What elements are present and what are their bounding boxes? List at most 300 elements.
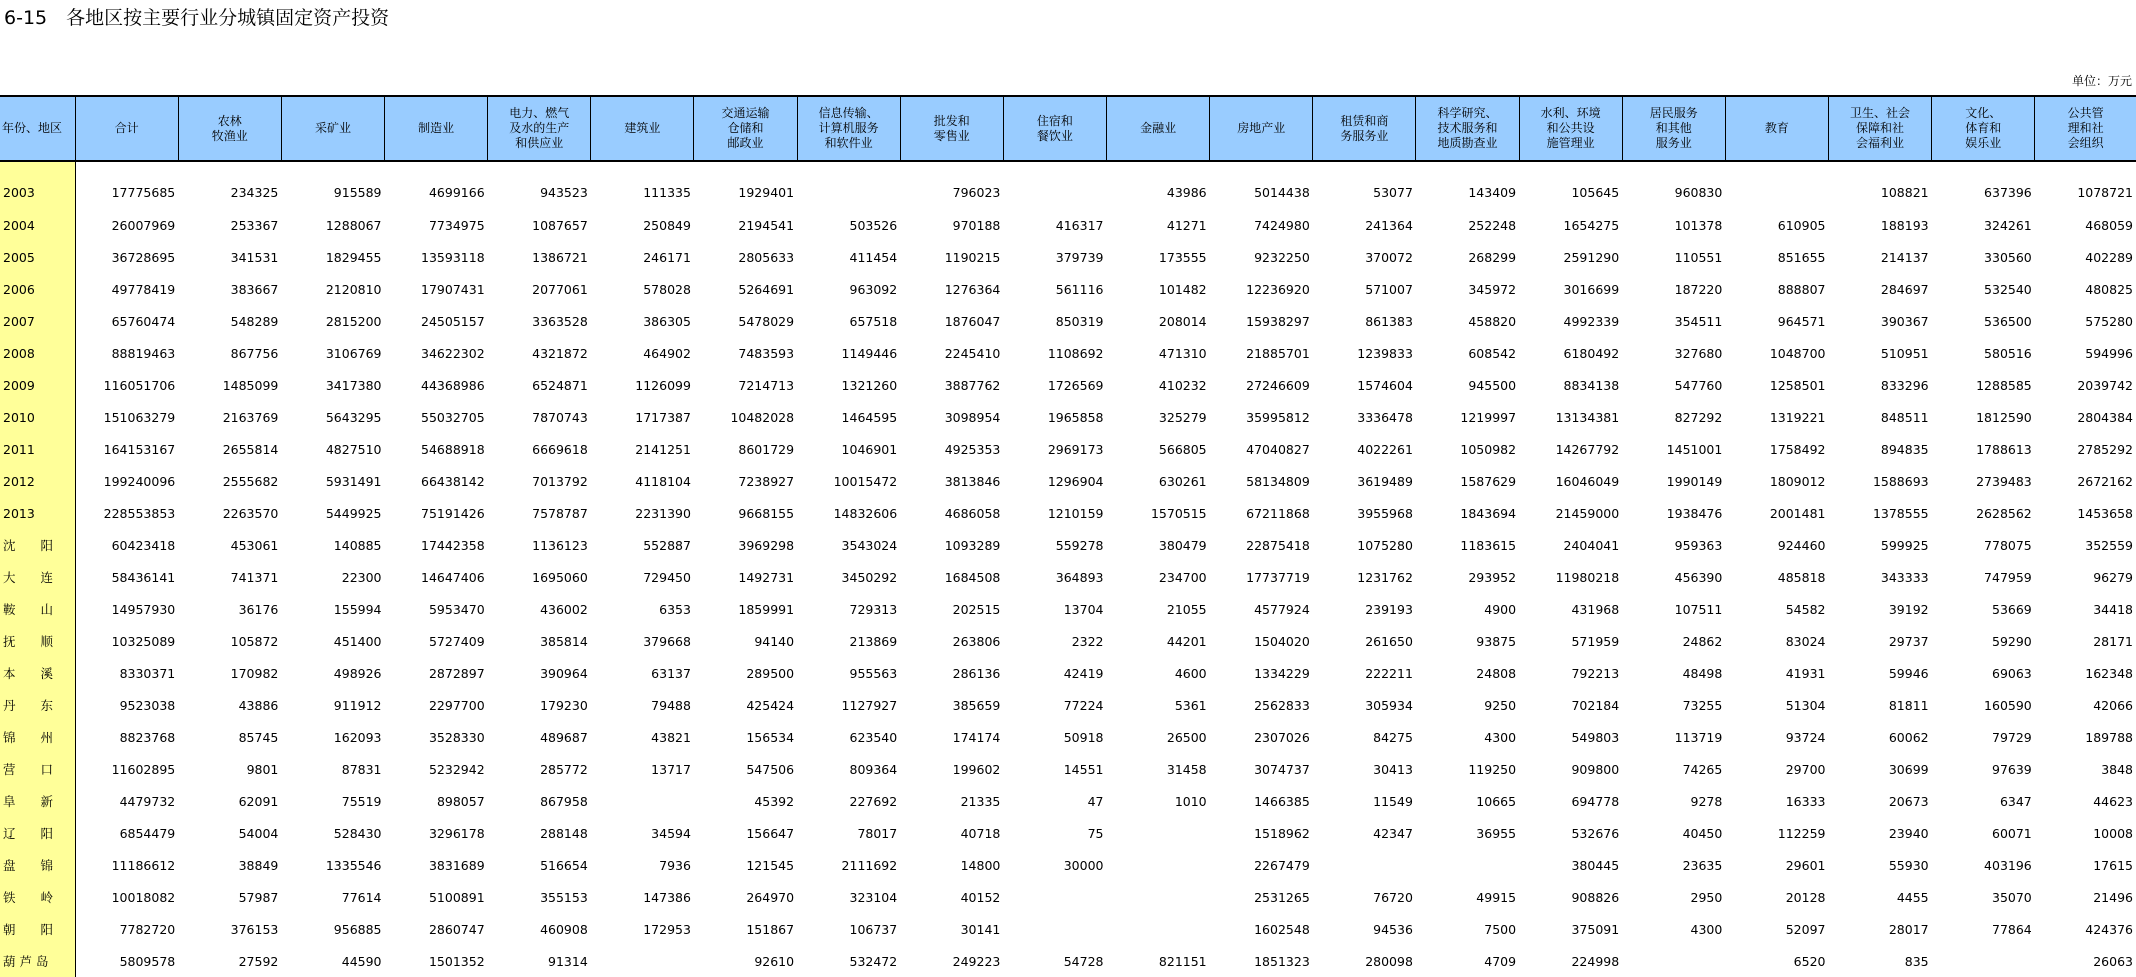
table-cell: 4118104 [635, 473, 691, 489]
table-cell: 352559 [2085, 537, 2133, 553]
table-cell: 10008 [2093, 825, 2133, 841]
table-cell: 93724 [1785, 729, 1826, 745]
table-cell: 280098 [1365, 953, 1413, 969]
column-header: 教育 [1725, 96, 1828, 161]
table-cell: 1574604 [1357, 377, 1413, 393]
table-cell: 2860747 [428, 921, 485, 937]
table-cell: 14551 [1063, 761, 1104, 777]
header-row [0, 96, 2136, 161]
table-cell [1416, 849, 1519, 881]
table-cell: 324261 [1984, 217, 2032, 233]
table-cell: 1451001 [1666, 441, 1723, 457]
table-cell: 1288067 [325, 217, 382, 233]
table-cell: 93875 [1476, 633, 1517, 649]
table-cell: 3296178 [428, 825, 485, 841]
table-cell: 43821 [651, 729, 691, 745]
table-cell: 84275 [1373, 729, 1413, 745]
table-cell: 1965858 [1047, 409, 1104, 425]
table-cell: 26500 [1166, 729, 1207, 745]
table-cell: 151063279 [103, 409, 176, 425]
table-cell: 16046049 [1555, 473, 1620, 489]
table-cell: 1504020 [1254, 633, 1310, 649]
table-cell: 5809578 [119, 953, 176, 969]
table-row [0, 945, 2136, 977]
table-cell: 44201 [1166, 633, 1207, 649]
table-cell: 261650 [1365, 633, 1413, 649]
table-cell: 2555682 [222, 473, 279, 489]
table-cell: 1334229 [1254, 665, 1310, 681]
table-cell: 31458 [1166, 761, 1207, 777]
table-cell: 861383 [1365, 313, 1413, 329]
table-cell: 53669 [1992, 601, 2032, 617]
table-cell: 173555 [1158, 249, 1207, 265]
table-cell: 594996 [2085, 345, 2133, 361]
table-cell: 4600 [1174, 665, 1207, 681]
table-cell: 54688918 [421, 441, 485, 457]
table-cell: 9668155 [738, 505, 795, 521]
table-cell: 390367 [1880, 313, 1929, 329]
table-cell: 9801 [246, 761, 279, 777]
column-header: 合计 [75, 96, 178, 161]
table-cell: 1258501 [1769, 377, 1826, 393]
table-cell: 91314 [548, 953, 588, 969]
table-cell: 608542 [1468, 345, 1517, 361]
table-cell: 17737719 [1246, 569, 1310, 585]
table-row [0, 913, 2136, 945]
table-cell: 376153 [230, 921, 279, 937]
column-header: 金融业 [1107, 96, 1210, 161]
table-cell: 6180492 [1563, 345, 1620, 361]
table-cell: 330560 [1984, 249, 2032, 265]
table-cell: 458820 [1468, 313, 1517, 329]
table-cell: 3450292 [841, 569, 898, 585]
table-cell: 24862 [1682, 633, 1723, 649]
table-cell: 945500 [1468, 377, 1517, 393]
table-cell: 160590 [1984, 697, 2032, 713]
table-cell: 53077 [1373, 185, 1413, 200]
table-cell: 2077061 [532, 281, 588, 297]
column-header: 交通运输 仓储和 邮政业 [694, 96, 797, 161]
table-cell: 6524871 [532, 377, 588, 393]
table-cell: 460908 [540, 921, 588, 937]
table-cell: 17442358 [421, 537, 485, 553]
table-cell: 1078721 [2077, 185, 2133, 200]
table-row [0, 209, 2136, 241]
table-cell: 119250 [1468, 761, 1517, 777]
table-cell: 121545 [746, 857, 795, 873]
table-cell [1107, 817, 1210, 849]
table-cell: 106737 [849, 921, 898, 937]
table-cell: 549803 [1571, 729, 1620, 745]
table-cell [591, 785, 694, 817]
table-cell: 15938297 [1246, 313, 1310, 329]
table-cell: 39192 [1888, 601, 1929, 617]
table-cell: 3016699 [1563, 281, 1620, 297]
table-cell: 164153167 [103, 441, 176, 457]
table-cell: 956885 [333, 921, 382, 937]
row-label: 鞍 山 [0, 593, 75, 625]
table-row [0, 401, 2136, 433]
column-header: 卫生、社会 保障和社 会福利业 [1828, 96, 1931, 161]
column-header: 居民服务 和其他 服务业 [1622, 96, 1725, 161]
table-cell: 2404041 [1563, 537, 1620, 553]
table-cell: 809364 [849, 761, 898, 777]
page-title: 6-15 各地区按主要行业分城镇固定资产投资 [4, 7, 390, 29]
table-cell: 17775685 [111, 185, 176, 200]
table-cell: 2322 [1071, 633, 1104, 649]
table-cell: 4900 [1484, 601, 1517, 617]
table-cell: 964571 [1777, 313, 1826, 329]
table-cell: 2297700 [428, 697, 485, 713]
table-cell: 288148 [540, 825, 588, 841]
row-label: 本 溪 [0, 657, 75, 689]
table-cell: 4455 [1896, 889, 1929, 905]
table-cell: 224998 [1571, 953, 1620, 969]
table-cell: 2562833 [1254, 697, 1310, 713]
table-cell: 92610 [754, 953, 795, 969]
table-cell: 36955 [1476, 825, 1517, 841]
table-cell: 566805 [1158, 441, 1207, 457]
table-cell: 49778419 [111, 281, 176, 297]
table-cell: 40450 [1682, 825, 1723, 841]
table-cell: 1466385 [1254, 793, 1310, 809]
table-cell: 2001481 [1769, 505, 1826, 521]
table-cell: 30141 [960, 921, 1001, 937]
table-cell: 34594 [651, 825, 691, 841]
table-cell: 87831 [341, 761, 382, 777]
table-cell: 5232942 [428, 761, 485, 777]
table-cell: 4827510 [325, 441, 382, 457]
table-cell [1003, 913, 1106, 945]
table-cell: 548289 [230, 313, 279, 329]
table-cell: 867756 [230, 345, 279, 361]
table-cell: 468059 [2085, 217, 2133, 233]
table-cell: 94536 [1373, 921, 1413, 937]
table-cell: 908826 [1571, 889, 1620, 905]
table-cell: 1829455 [325, 249, 382, 265]
table-cell: 1654275 [1563, 217, 1620, 233]
table-cell: 174174 [952, 729, 1001, 745]
table-cell: 3619489 [1357, 473, 1413, 489]
table-cell: 2231390 [635, 505, 691, 521]
table-cell: 379668 [643, 633, 691, 649]
table-cell: 1010 [1174, 793, 1207, 809]
row-label: 2006 [0, 273, 75, 305]
row-label: 2009 [0, 369, 75, 401]
table-cell: 2263570 [222, 505, 279, 521]
table-cell: 8823768 [119, 729, 176, 745]
table-cell: 4300 [1484, 729, 1517, 745]
table-cell: 1183615 [1460, 537, 1517, 553]
table-cell: 27592 [238, 953, 279, 969]
table-cell: 76720 [1373, 889, 1413, 905]
table-cell: 8601729 [738, 441, 795, 457]
table-cell: 532676 [1571, 825, 1620, 841]
table-cell: 17615 [2093, 857, 2133, 873]
table-cell: 747959 [1984, 569, 2032, 585]
table-cell: 436002 [540, 601, 588, 617]
table-cell: 36728695 [111, 249, 176, 265]
table-cell: 35995812 [1246, 409, 1310, 425]
table-cell: 970188 [952, 217, 1001, 233]
table-row [0, 881, 2136, 913]
row-label: 沈 阳 [0, 529, 75, 561]
table-cell: 3098954 [944, 409, 1001, 425]
table-cell: 69063 [1992, 665, 2032, 681]
table-cell: 3528330 [428, 729, 485, 745]
table-cell: 4686058 [944, 505, 1001, 521]
table-cell: 5361 [1174, 697, 1207, 713]
table-cell: 29700 [1785, 761, 1826, 777]
table-cell: 2672162 [2077, 473, 2133, 489]
table-cell: 40152 [960, 889, 1001, 905]
table-cell: 1219997 [1460, 409, 1517, 425]
table-cell: 1321260 [841, 377, 898, 393]
table-cell: 34418 [2093, 601, 2133, 617]
table-cell: 44590 [341, 953, 382, 969]
table-cell: 179230 [540, 697, 588, 713]
table-cell: 489687 [540, 729, 588, 745]
table-cell: 575280 [2085, 313, 2133, 329]
table-cell: 547506 [746, 761, 795, 777]
table-cell: 21335 [960, 793, 1001, 809]
table-cell: 1684508 [944, 569, 1001, 585]
table-cell: 471310 [1158, 345, 1207, 361]
table-cell: 228553853 [103, 505, 176, 521]
table-cell: 480825 [2085, 281, 2133, 297]
table-cell: 41271 [1166, 217, 1207, 233]
row-label: 大 连 [0, 561, 75, 593]
table-cell: 246171 [643, 249, 691, 265]
table-cell: 29601 [1785, 857, 1826, 873]
table-cell: 1378555 [1872, 505, 1929, 521]
table-cell: 249223 [952, 953, 1001, 969]
table-cell: 42419 [1063, 665, 1104, 681]
table-cell: 385814 [540, 633, 588, 649]
table-row [0, 337, 2136, 369]
table-cell: 532540 [1984, 281, 2032, 297]
table-cell: 40718 [960, 825, 1001, 841]
table-cell: 59946 [1888, 665, 1929, 681]
table-cell: 343333 [1880, 569, 1929, 585]
table-row [0, 561, 2136, 593]
table-cell: 43986 [1166, 185, 1207, 200]
row-label: 辽 阳 [0, 817, 75, 849]
table-cell: 536500 [1984, 313, 2032, 329]
table-cell: 7424980 [1254, 217, 1310, 233]
table-row [0, 593, 2136, 625]
row-label: 2011 [0, 433, 75, 465]
column-header: 农林 牧渔业 [178, 96, 281, 161]
table-cell: 327680 [1674, 345, 1723, 361]
table-cell: 36176 [238, 601, 279, 617]
table-cell: 464902 [643, 345, 691, 361]
table-cell: 4321872 [532, 345, 588, 361]
row-label: 抚 顺 [0, 625, 75, 657]
table-cell: 1717387 [635, 409, 691, 425]
table-cell: 380445 [1571, 857, 1620, 873]
table-cell: 10018082 [111, 889, 176, 905]
table-cell: 2039742 [2077, 377, 2133, 393]
table-cell: 1335546 [325, 857, 382, 873]
table-cell: 2655814 [222, 441, 279, 457]
row-label: 2012 [0, 465, 75, 497]
table-cell: 143409 [1468, 185, 1517, 200]
table-cell: 7013792 [532, 473, 588, 489]
table-cell: 107511 [1674, 601, 1723, 617]
table-cell: 7936 [659, 857, 691, 873]
table-cell: 835 [1904, 953, 1929, 969]
table-cell: 208014 [1158, 313, 1207, 329]
table-cell: 75519 [341, 793, 382, 809]
table-cell: 162093 [333, 729, 382, 745]
table-cell: 390964 [540, 665, 588, 681]
table-cell: 11549 [1373, 793, 1413, 809]
table-cell: 14832606 [833, 505, 898, 521]
table-cell [1107, 881, 1210, 913]
table-cell [1107, 913, 1210, 945]
table-cell: 234325 [230, 185, 279, 200]
table-cell: 105872 [230, 633, 279, 649]
table-cell: 55032705 [421, 409, 485, 425]
table-row [0, 529, 2136, 561]
table-cell: 7870743 [532, 409, 588, 425]
table-cell: 3543024 [841, 537, 898, 553]
table-cell: 52097 [1785, 921, 1826, 937]
row-label: 营 口 [0, 753, 75, 785]
column-header: 住宿和 餐饮业 [1003, 96, 1106, 161]
table-cell: 22300 [341, 569, 382, 585]
table-row [0, 721, 2136, 753]
table-cell: 60423418 [111, 537, 176, 553]
table-cell: 410232 [1158, 377, 1207, 393]
table-cell: 386305 [643, 313, 691, 329]
table-cell: 1239833 [1357, 345, 1413, 361]
table-cell: 60071 [1992, 825, 2032, 841]
table-cell: 516654 [540, 857, 588, 873]
table-cell: 7782720 [119, 921, 176, 937]
column-header: 电力、燃气 及水的生产 和供应业 [488, 96, 591, 161]
row-label: 2013 [0, 497, 75, 529]
table-cell: 112259 [1777, 825, 1826, 841]
table-cell: 74265 [1682, 761, 1723, 777]
table-cell: 1695060 [532, 569, 588, 585]
table-cell: 105645 [1571, 185, 1620, 200]
table-cell: 571007 [1365, 281, 1413, 297]
table-cell: 10015472 [833, 473, 898, 489]
table-cell: 30413 [1373, 761, 1413, 777]
table-cell: 370072 [1365, 249, 1413, 265]
table-cell: 380479 [1158, 537, 1207, 553]
table-cell: 6854479 [119, 825, 176, 841]
table-cell: 578028 [643, 281, 691, 297]
table-cell: 364893 [1055, 569, 1104, 585]
table-cell: 1075280 [1357, 537, 1413, 553]
table-cell [1107, 849, 1210, 881]
table-cell: 8330371 [119, 665, 176, 681]
table-cell: 30000 [1063, 857, 1104, 873]
table-cell: 253367 [230, 217, 279, 233]
table-cell: 2194541 [738, 217, 795, 233]
table-cell: 49915 [1476, 889, 1517, 905]
table-cell: 54582 [1785, 601, 1826, 617]
column-header: 文化、 体育和 娱乐业 [1932, 96, 2035, 161]
table-cell: 4925353 [944, 441, 1001, 457]
table-cell: 29737 [1888, 633, 1929, 649]
table-cell [1622, 945, 1725, 977]
table-cell: 3831689 [428, 857, 485, 873]
table-cell: 4577924 [1254, 601, 1310, 617]
table-cell: 4699166 [428, 185, 485, 200]
table-cell: 13134381 [1555, 409, 1620, 425]
table-cell: 23940 [1888, 825, 1929, 841]
table-cell: 67211868 [1246, 505, 1310, 521]
table-cell: 1288585 [1976, 377, 2032, 393]
table-cell: 955563 [849, 665, 898, 681]
table-cell: 2163769 [222, 409, 279, 425]
table-cell: 888807 [1777, 281, 1826, 297]
table-cell: 21459000 [1555, 505, 1620, 521]
table-cell: 5643295 [325, 409, 382, 425]
table-cell: 833296 [1880, 377, 1929, 393]
table-cell: 83024 [1785, 633, 1826, 649]
table-cell: 1602548 [1254, 921, 1310, 937]
table-cell: 162348 [2085, 665, 2133, 681]
table-cell: 821151 [1158, 953, 1207, 969]
table-cell: 963092 [849, 281, 898, 297]
table-cell: 54004 [238, 825, 279, 841]
table-cell: 1453658 [2077, 505, 2133, 521]
table-cell: 2739483 [1976, 473, 2032, 489]
table-cell: 239193 [1365, 601, 1413, 617]
table-cell: 38849 [238, 857, 279, 873]
table-cell: 14267792 [1555, 441, 1620, 457]
table-cell: 1046901 [841, 441, 898, 457]
table-cell: 23635 [1682, 857, 1723, 873]
table-cell: 28171 [2093, 633, 2133, 649]
table-cell: 188193 [1880, 217, 1929, 233]
table-cell: 156647 [746, 825, 795, 841]
table-row [0, 369, 2136, 401]
table-row [0, 305, 2136, 337]
table-cell: 10665 [1476, 793, 1517, 809]
table-cell: 268299 [1468, 249, 1517, 265]
table-cell: 111335 [643, 185, 691, 200]
table-cell: 4709 [1484, 953, 1517, 969]
table-row [0, 465, 2136, 497]
table-cell: 702184 [1571, 697, 1620, 713]
table-cell: 1876047 [944, 313, 1001, 329]
table-cell: 16333 [1785, 793, 1826, 809]
table-cell: 4992339 [1563, 313, 1620, 329]
table-cell: 2141251 [635, 441, 691, 457]
table-cell: 345972 [1468, 281, 1517, 297]
table-cell: 909800 [1571, 761, 1620, 777]
table-cell: 2785292 [2077, 441, 2133, 457]
table-cell: 1464595 [841, 409, 898, 425]
table-cell: 11602895 [111, 761, 176, 777]
table-cell: 1050982 [1460, 441, 1517, 457]
table-cell: 1048700 [1769, 345, 1826, 361]
table-cell: 503526 [849, 217, 898, 233]
table-cell: 42066 [2093, 697, 2133, 713]
table-cell: 599925 [1880, 537, 1929, 553]
table-cell: 456390 [1674, 569, 1723, 585]
table-cell: 354511 [1674, 313, 1723, 329]
column-header: 建筑业 [591, 96, 694, 161]
table-cell: 9523038 [119, 697, 176, 713]
table-cell: 97639 [1992, 761, 2032, 777]
